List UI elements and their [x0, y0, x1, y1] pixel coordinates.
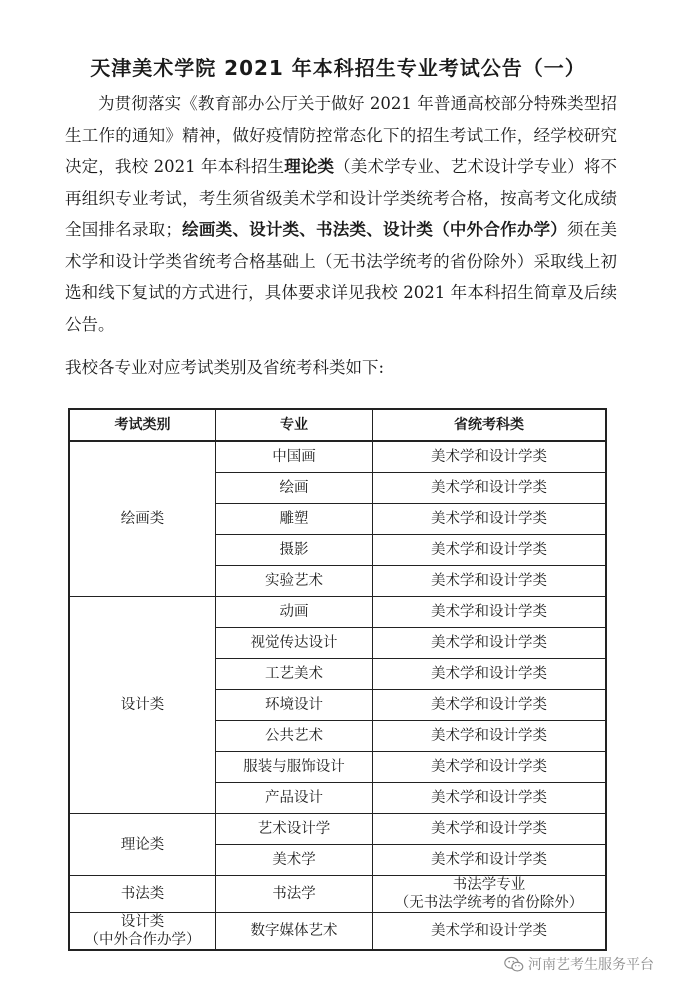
major-cell: 环境设计 [216, 690, 373, 721]
major-cell: 实验艺术 [216, 566, 373, 597]
header-provincial-exam: 省统考科类 [373, 409, 607, 441]
exam-cell: 美术学和设计学类 [373, 535, 607, 566]
paragraph-bold-1: 理论类 [284, 157, 335, 176]
table-body [69, 441, 606, 950]
major-cell: 雕塑 [216, 504, 373, 535]
major-cell: 视觉传达设计 [216, 628, 373, 659]
category-cell: 书法类 [69, 876, 216, 913]
category-cell: 绘画类 [69, 441, 216, 597]
exam-cell: 美术学和设计学类 [373, 473, 607, 504]
exam-cell: 美术学和设计学类 [373, 721, 607, 752]
paragraph-bold-2: 绘画类、设计类、书法类、设计类（中外合作办学） [181, 220, 568, 239]
exam-cell [373, 876, 607, 913]
exam-category-table [68, 408, 607, 951]
major-cell: 中国画 [216, 441, 373, 473]
major-cell: 书法学 [216, 876, 373, 913]
announcement-paragraph [65, 88, 617, 340]
table-row [69, 876, 606, 913]
exam-cell: 美术学和设计学类 [373, 566, 607, 597]
exam-line-2: （无书法学统考的省份除外） [394, 895, 584, 911]
page-title: 天津美术学院 2021 年本科招生专业考试公告（一） [90, 56, 586, 80]
category-line-2: （中外合作办学） [84, 932, 201, 948]
table-header-row [69, 409, 606, 441]
exam-cell: 美术学和设计学类 [373, 690, 607, 721]
exam-cell: 美术学和设计学类 [373, 504, 607, 535]
exam-cell: 美术学和设计学类 [373, 814, 607, 845]
major-cell: 艺术设计学 [216, 814, 373, 845]
table-row [69, 441, 606, 473]
watermark-text: 河南艺考生服务平台 [528, 957, 654, 973]
major-cell: 工艺美术 [216, 659, 373, 690]
exam-cell: 美术学和设计学类 [373, 845, 607, 876]
major-cell: 产品设计 [216, 783, 373, 814]
exam-cell: 美术学和设计学类 [373, 597, 607, 628]
header-major: 专业 [216, 409, 373, 441]
category-cell [69, 913, 216, 951]
table-row [69, 814, 606, 845]
wechat-icon [504, 956, 524, 973]
paragraph-text-1: 为贯彻落实《教育部办公厅关于做好 2021 年普通高校部分特殊类型招生工作的通知》精神，做好疫情防控常态化下的招生考试工作，经学校研究决定，我校 2021 年本科招生 [65, 94, 617, 176]
exam-line-1: 书法学专业 [452, 877, 526, 893]
major-cell: 公共艺术 [216, 721, 373, 752]
table-intro: 我校各专业对应考试类别及省统考科类如下: [65, 358, 385, 377]
watermark [504, 954, 654, 974]
major-cell: 美术学 [216, 845, 373, 876]
exam-cell: 美术学和设计学类 [373, 913, 607, 951]
table-row [69, 597, 606, 628]
category-cell: 理论类 [69, 814, 216, 876]
major-cell: 动画 [216, 597, 373, 628]
exam-cell: 美术学和设计学类 [373, 628, 607, 659]
exam-cell: 美术学和设计学类 [373, 783, 607, 814]
category-cell: 设计类 [69, 597, 216, 814]
exam-cell: 美术学和设计学类 [373, 441, 607, 473]
table-row [69, 913, 606, 951]
major-cell: 绘画 [216, 473, 373, 504]
header-exam-category: 考试类别 [69, 409, 216, 441]
exam-cell: 美术学和设计学类 [373, 752, 607, 783]
major-cell: 摄影 [216, 535, 373, 566]
paragraph-text-2: （美术学专业、艺术设计学专业）将不再组织专业考试，考生须省级美术学和设计学类统考合格，按高考文化成绩全国排名录取； [65, 157, 618, 239]
paragraph-text-3: 须在美术学和设计学类省统考合格基础上（无书法学统考的省份除外）采取线上初选和线下复试的方式进行，具体要求详见我校 2021 年本科招生简章及后续公告。 [65, 220, 617, 334]
major-cell: 数字媒体艺术 [216, 913, 373, 951]
major-cell: 服装与服饰设计 [216, 752, 373, 783]
exam-cell: 美术学和设计学类 [373, 659, 607, 690]
category-line-1: 设计类 [120, 914, 165, 930]
